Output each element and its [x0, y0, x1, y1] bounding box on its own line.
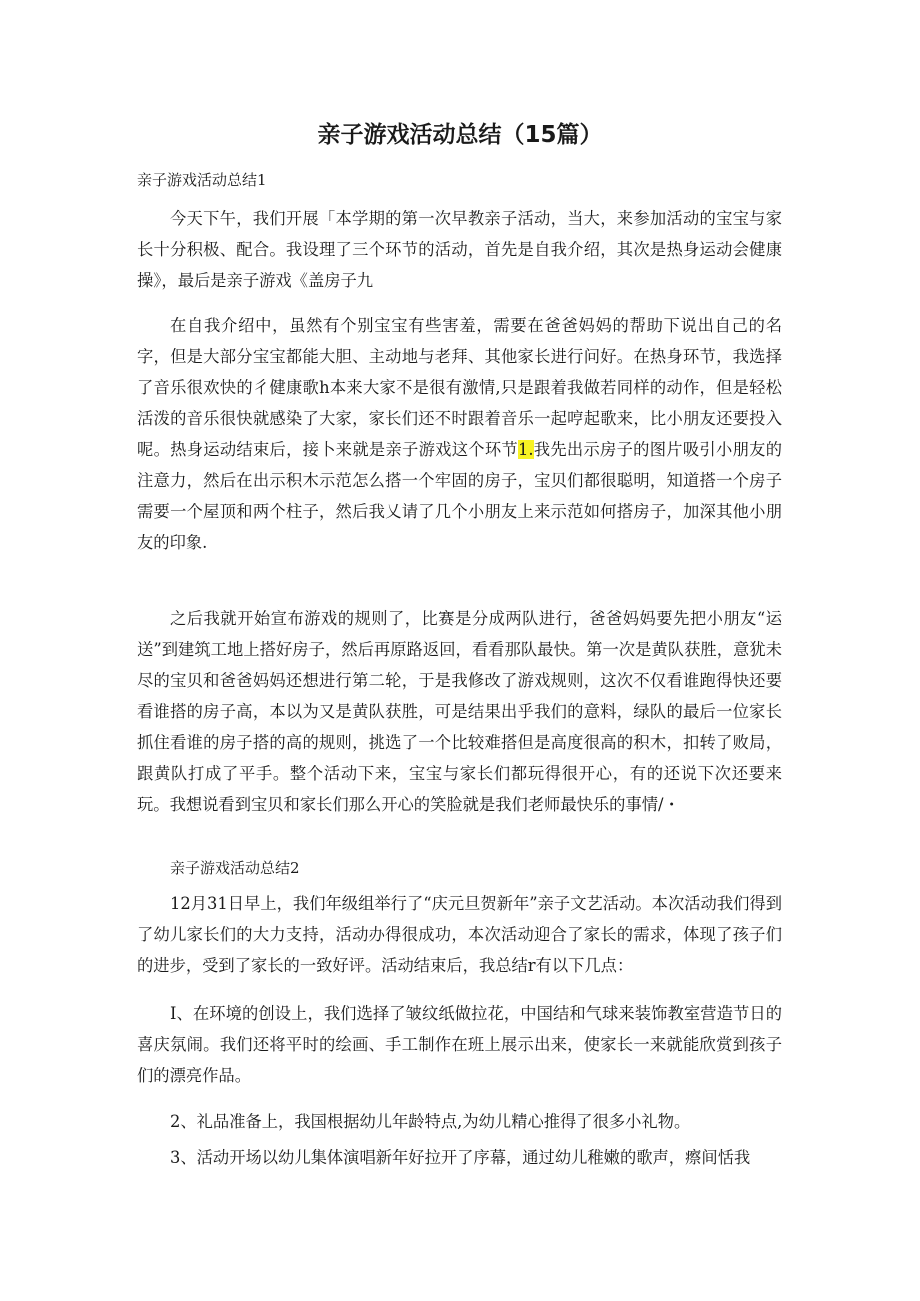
- paragraph-1-2-continued: 我先出示房子的图片吸引小朋友的注意力，然后在出示积木示范怎么搭一个牢固的房子，宝贝们都很聪明，知道搭一个房子需要一个屋顶和两个柱子，然后我乂请了几个小朋友上来示范如何搭房子，加深其他小朋友的印象.: [137, 440, 782, 552]
- paragraph-2-1: 12月31日早上，我们年级组举行了“庆元旦贺新年”亲子文艺活动。本次活动我们得到了幼儿家长们的大力支持，活动办得很成功，本次活动迎合了家长的需求，体现了孩子们的进步，受到了家长的一致好评。活动结束后，我总结r有以下几点：: [137, 894, 782, 975]
- paragraph-2-3: 2、礼品准备上，我国根据幼儿年龄特点,为幼儿精心推得了很多小礼物。: [170, 1112, 691, 1131]
- document-title: 亲子游戏活动总结（15篇）: [317, 122, 603, 148]
- paragraph-2-2: I、在环境的创设上，我们选择了皱纹纸做拉花，中国结和气球来装饰教室营造节日的喜庆氛闹。我们还将平时的绘画、手工制作在班上展示出来，使家长一来就能欣赏到孩子们的漂亮作品。: [137, 1004, 782, 1085]
- section-heading-1: 亲子游戏活动总结1: [137, 171, 267, 189]
- section-heading-2: 亲子游戏活动总结2: [170, 859, 300, 877]
- paragraph-1-2: [137, 310, 782, 558]
- paragraph-2-4: 3、活动开场以幼儿集体演唱新年好拉开了序幕，通过幼儿稚嫩的歌声，瘵间恬我: [170, 1148, 751, 1167]
- paragraph-1-2-text: 在自我介绍中，虽然有个别宝宝有些害羞，需要在爸爸妈妈的帮助下说出自己的名字，但是大部分宝宝都能大胆、主动地与老拜、其他家长进行问好。在热身环节，我选择了音乐很欢快的彳健康歌h本来大家不是很有激情,只是跟着我做若同样的动作，但是轻松活泼的音乐很快就感染了大家，家长们还不时跟着音乐一起哼起歌来，比小朋友还要投入呢。热身运动结束后，接卜来就是亲子游戏这个环节: [137, 316, 782, 459]
- paragraph-1-1: 今天下午，我们开展「本学期的第一次早教亲子活动，当大，来参加活动的宝宝与家长十分积极、配合。我设理了三个环节的活动，首先是自我介绍，其次是热身运动会健康操》，最后是亲子游戏《盖房子九: [137, 209, 782, 290]
- paragraph-1-3: 之后我就开始宣布游戏的规则了，比赛是分成两队进行，爸爸妈妈要先把小朋友“运送”到建筑工地上搭好房子，然后再原路返回，看看那队最快。第一次是黄队获胜，意犹未尽的宝贝和爸爸妈妈还想进行第二轮，于是我修改了游戏规则，这次不仅看谁跑得快还要看谁搭的房子高，本以为又是黄队获胜，可是结果出乎我们的意料，绿队的最后一位家长抓住看谁的房子搭的高的规则，挑选了一个比较难搭但是高度很高的积木，扣转了败局，跟黄队打成了平手。整个活动下来，宝宝与家长们都玩得很开心，有的还说下次还要来玩。我想说看到宝贝和家长们那么开心的笑脸就是我们老师最快乐的事情/・: [137, 609, 782, 814]
- highlight-mark: 1.: [517, 440, 534, 459]
